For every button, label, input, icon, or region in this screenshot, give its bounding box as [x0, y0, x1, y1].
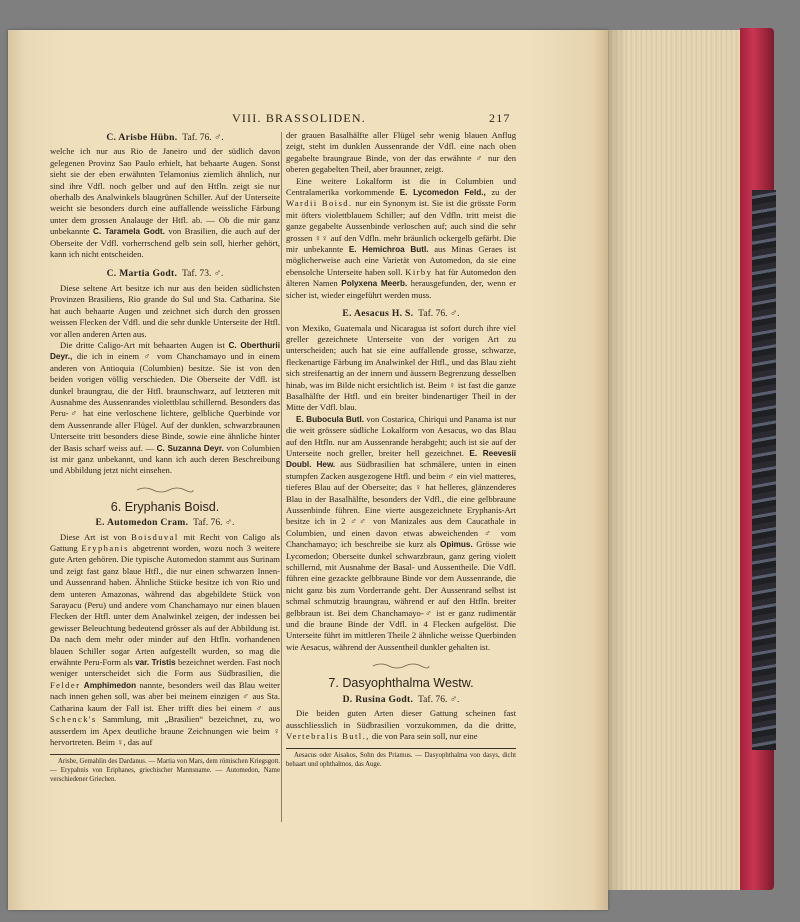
paragraph: Die dritte Caligo-Art mit behaarten Augen ist C. Oberthurii Deyr., die ich in einem ♂ vom Chanchamayo und in einem anderen von Antioquia (Columbien) besitze. Sie ist von den beiden vorigen völlig verschieden. Die Oberseite der Vdfl. ist dunkel braungrau, die der Htfl. braunschwarz, auf letzteren mit Ausnahme des Aussenrandes violettblau schillernd. Besonders das Peru-♂ hat eine verloschene lichtere, gelbliche Querbinde vor dem Aussenrande aller Flügel. Auf der dunklen, schwarzbraunen Unterseite tritt besonders diese Binde, sowie eine ähnliche hinter der Basis scharf weiss auf. — C. Suzanna Deyr. von Columbien ist mir ganz unbekannt, und kann ich auch deren Beschreibung und Abbildung jetzt nicht einsehen. [50, 339, 280, 476]
running-title: VIII. BRASSOLIDEN. [232, 111, 366, 125]
left-column [50, 130, 280, 785]
paragraph: Diese Art ist von Boisduval mit Recht von Caligo als Gattung Eryphanis abgetrennt worden, wozu noch 3 weitere gute Arten gehören. Die typische Automedon stammt aus Surinam und zeigt fast ganz blaue Htfl., die nur einen schwarzen Innen- und Aussenrand haben. Ähnliche Stücke besitze ich von Rio und dem unteren Amazonas, während das abgebildete Stück von Sarayacu (Peru) und andere vom Chanchamayo nur einen blauen Flecken der Htfl. unter dem Analwinkel zeigen, der indessen bei gewisser Beleuchtung bedeutend grösser als auf der Abbildung ist. Da nach dem mehr oder minder auf den Htfln. vorhandenen blauen Schiller sogar Arten aufgestellt wurden, so mag die erwähnte Peru-Form als var. Tristis bezeichnet werden. Fast noch weniger unterscheidet sich die Form aus Südbrasilien, die Felder Amphimedon nannte, besonders weil das Blau weiter nach innen gehen soll, was aber bei meinem einzigen ♂ aus Sta. Catharina kaum der Fall ist. Eher trifft dies bei einem ♂ aus Schenck's Sammlung, mit „Brasilien“ bezeichnet, zu, wo ausserdem im Apex deutliche braune Zeichnungen wie beim ♀ hervortreten. Beim ♀, das auf [50, 531, 280, 747]
species-heading: C. Arisbe Hübn. Taf. 76. ♂. [106, 132, 224, 143]
species-heading: E. Automedon Cram. Taf. 76. ♂. [95, 517, 235, 529]
species-heading: E. Aesacus H. S. Taf. 76. ♂. [342, 308, 460, 320]
page-number: 217 [489, 111, 511, 125]
paragraph: Eine weitere Lokalform ist die in Columbien und Centralamerika vorkommende E. Lycomedon Feld., zu der Wardii Boisd. nur ein Synonym ist. Sie ist die grösste Form mit öfters violettblauem Schiller; auf den Vdfln. tritt meist die ganze gegabelte Aussenbinde verloschen auf; auch sind die sehr grossen ♀♀ auf den Vdfln. mehr bräunlich ockergelb gefärbt. Die mir unbekannte E. Hemichroa Butl. aus Minas Geraes ist möglicherweise auch eine Varietät von Automedon, da sie eine ebensolche Unterseite haben soll. Kirby hat für Automedon den älteren Namen Polyxena Meerb. herausgefunden, der, wenn er sicher ist, wieder eingeführt werden muss. [286, 175, 517, 300]
paragraph: der grauen Basalhälfte aller Flügel sehr wenig blauen Anflug zeigt, steht im dunklen Aussenrande der Vdfl. eine nach oben gegabelte braungraue Binde, von der das erwähnte ♂ nur den oberen gegabelten Theil, aber braunner, zeigt. [286, 130, 516, 175]
right-column [286, 130, 516, 770]
species-heading: C. Martia Godt. Taf. 73. ♂. [106, 268, 224, 280]
section-heading: 6. Eryphanis Boisd. [110, 499, 220, 514]
section-heading: 7. Dasyophthalma Westw. [328, 676, 474, 691]
paragraph: welche ich nur aus Rio de Janeiro und der südlich davon gelegenen Provinz Sao Paulo erhielt, hat behaarte Augen. Sonst sieht sie der eben erwähnten Telamonius ziemlich ähnlich, nur sind ihre Vdfl. noch gelber und auf den Htfln. zeigt sie nur oberhalb des Analwinkels blaugrünen Schiller. Auf der Unterseite weicht sie besonders durch eine auffallende weissliche Färbung unter dem grossen Analauge der Htfl. ab. — Ob die mir ganz unbekannte C. Taramela Godt. von Brasilien, die auch auf der Oberseite der Vdfl. vorherrschend gelb sein soll, hierher gehört, kann ich nicht entscheiden. [50, 146, 280, 260]
footnote-rule [50, 754, 280, 755]
footnote: Arisbe, Gemahlin des Dardanus. — Martia von Mars, dem römischen Kriegsgott. — Erypahnis von Eriphanes, griechischer Mannsname. — Automedon, Name verschiedener Griechen. [50, 758, 280, 783]
paragraph: Die beiden guten Arten dieser Gattung scheinen fast ausschliesslich in Südbrasilien vorzukommen, da die dritte, Vertebralis Butl., die von Para sein soll, nur eine [286, 708, 516, 741]
ornament-divider [371, 661, 431, 670]
column-divider [281, 132, 282, 822]
paragraph: E. Bubocula Butl. von Costarica, Chiriqui und Panama ist nur die weit grössere südliche Lokalform von Aesacus, wo das Blau auf den Htfln. nur am Aussenrande herabgeht; auch ist sie auf der Unterseite noch greller, breiter hell gezeichnet. E. Reevesii Doubl. Hew. aus Südbrasilien hat schmälere, unten in einen stumpfen Zacken ausgezogene Htfl. und beim ♂ ein viel matteres, tieferes Blau auf der Oberseite; das ♀ hat helleres, glänzenderes Blau in der Basalhälfte, besonders der Vdfl., die eine gelbbraune Aussenbinde führen. Eine vierte ausgezeichnete Eryphanis-Art besitze ich in 2 ♂♂ von Manizales aus dem Caucathale in Columbien, und einen davon etwas abweichenden ♂ vom Chanchamayo; ich beschreibe sie kurz als Opimus. Grösse wie Lycomedon; Oberseite dunkel schwarzbraun, ganz gering violett schillernd, mit Ausnahme der Basal- und Aussentheile. Die Vdfl. führen eine gezackte gelbbraune Binde vor dem Aussenrande, die nicht ganz bis zum Vorderrande geht. Der Aussenrand selbst ist schmal schmutzig braungrau, während er auf den Htfln. breiter gelbbraun ist. Bei dem Chanchamayo-♂ ist er ganz rudimentär und die braune Binde der Vdfl. in 4 Flecken aufgelöst. Die Unterseite führt im mittleren Theile 2 ähnliche weisse Querbinden wie Aesacus, während der Aussentheil dunkler gehalten ist. [286, 413, 516, 652]
species-heading: D. Rusina Godt. Taf. 76. ♂. [342, 693, 460, 705]
footnote-rule [286, 748, 516, 749]
paragraph: von Mexiko, Guatemala und Nicaragua ist sofort durch ihre viel greller gezeichnete Unterseite von der vorigen Art zu unterscheiden; auch hat sie eine auffallende grosse, schwarze, fleckenartige Färbung im Analwinkel der Htfl., und das Blau zieht sich streifenartig an der innern und äussern Begrenzung desselben hinab, was im Bilde nicht ersichtlich ist. Beim ♀ ist fast die ganze Basalhälfte der Htfl. und ein breiter bindenartiger Theil in der Mitte der Vdfl. blau. [286, 322, 516, 413]
cover-marbling [752, 190, 776, 750]
footnote: Aesacus oder Aisakos, Sohn des Priamus. — Dasyophthalma von dasys, dicht behaart und ophthalmos, das Auge. [286, 752, 516, 769]
paragraph: Diese seltene Art besitze ich nur aus den beiden südlichsten Provinzen Brasiliens, Rio grande do Sul und Sta. Catharina. Sie hat auch behaarte Augen und zeichnet sich durch den grossen weissen Flecken der Vdfl. und die sehr dunkle Unterseite der Htfl. vor allen anderen Arten aus. [50, 282, 280, 339]
ornament-divider [135, 485, 195, 494]
